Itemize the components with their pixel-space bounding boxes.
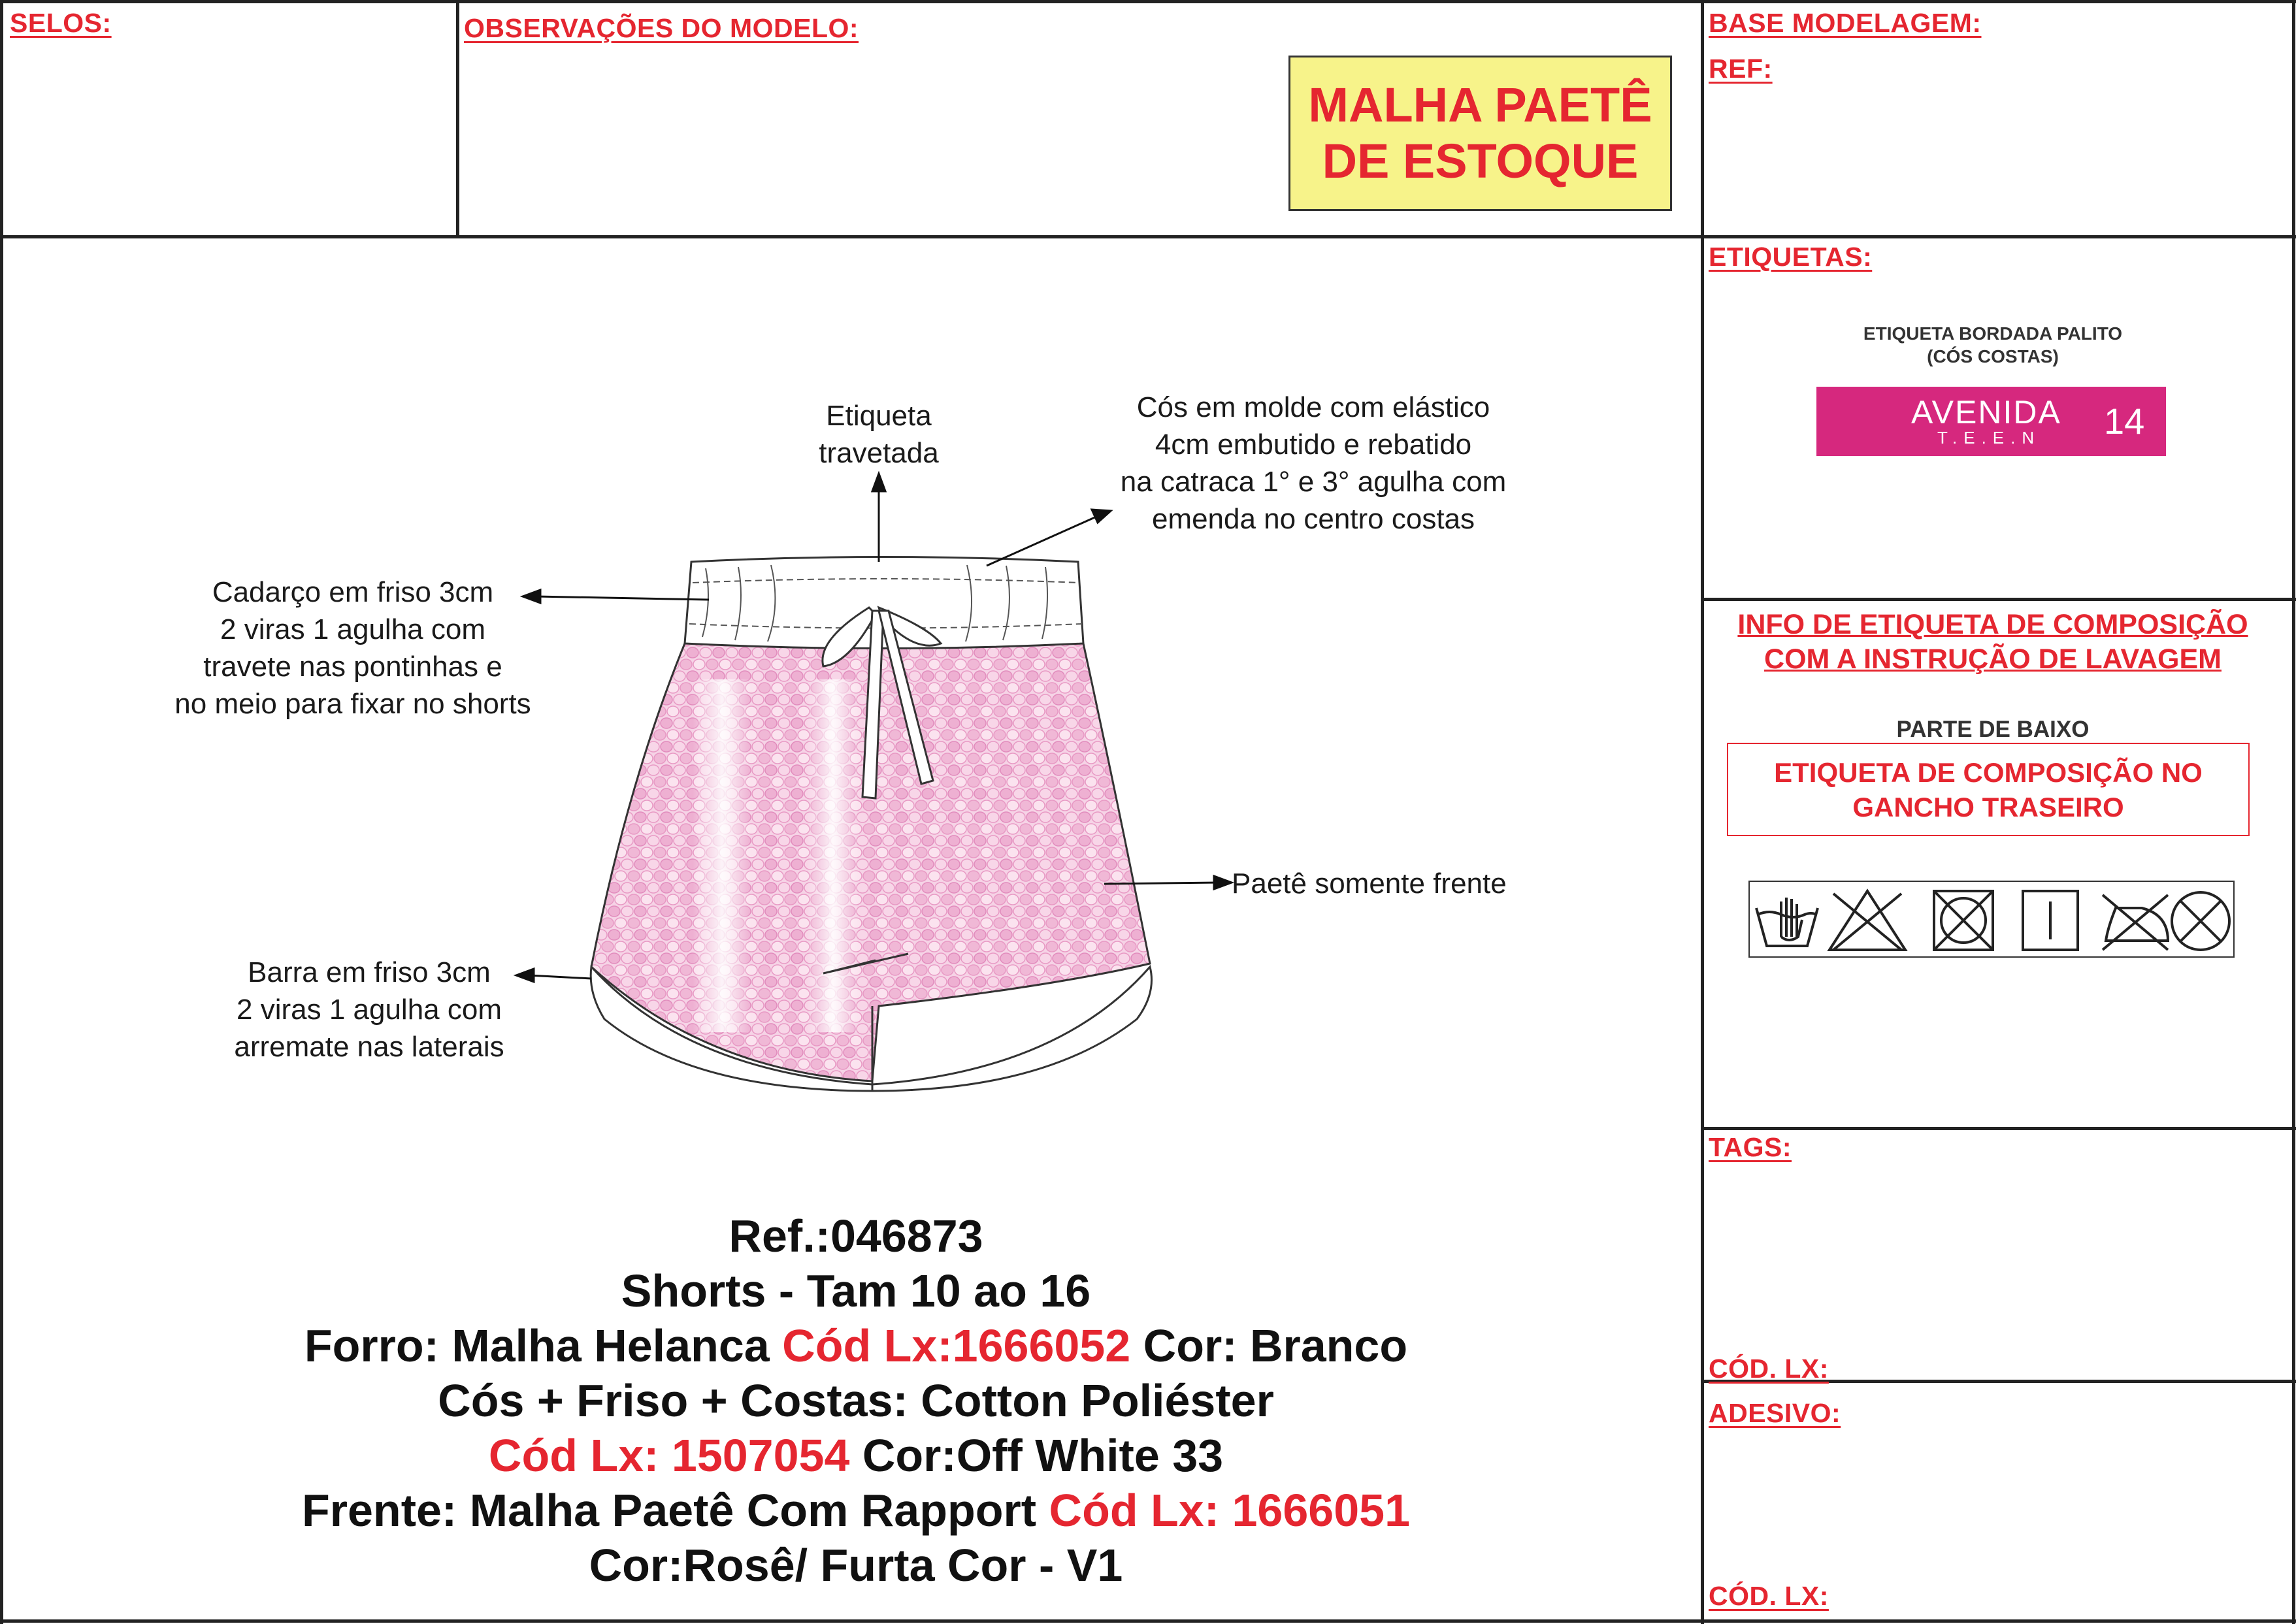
paete-annotation: Paetê somente frente: [1232, 868, 1507, 900]
brand-subtitle: T.E.E.N: [1937, 428, 2041, 447]
barra-annotation: Barra em friso 3cm 2 viras 1 agulha com arremate nas laterais: [234, 956, 504, 1063]
spec-product: Shorts - Tam 10 ao 16: [621, 1265, 1091, 1316]
do-not-tumble-dry-icon: [1934, 891, 1993, 950]
spec-cos: Cós + Friso + Costas: Cotton Poliéster: [438, 1375, 1274, 1426]
spec-ref: Ref.:046873: [729, 1210, 983, 1261]
adesivo-label: ADESIVO:: [1709, 1398, 1841, 1428]
spec-frente-prefix: Frente: Malha Paetê Com Rapport: [302, 1485, 1049, 1536]
care-symbols-strip: [1748, 881, 2235, 958]
right-divider-1: [1701, 235, 2296, 238]
spec-forro-prefix: Forro: Malha Helanca: [304, 1320, 783, 1371]
spec-color: Cor:Rosê/ Furta Cor - V1: [589, 1540, 1123, 1591]
spec-cos-color: Cor:Off White 33: [849, 1430, 1224, 1481]
spec-forro: [131, 1318, 1581, 1373]
spec-forro-code: Cód Lx:1666052: [782, 1320, 1131, 1371]
brand-label-caption: ETIQUETA BORDADA PALITO (CÓS COSTAS): [1863, 323, 2123, 366]
spec-frente-code: Cód Lx: 1666051: [1049, 1485, 1410, 1536]
right-divider-2: [1701, 598, 2296, 601]
spec-forro-suffix: Cor: Branco: [1130, 1320, 1408, 1371]
spec-cos-code: Cód Lx: 1507054: [488, 1430, 850, 1481]
right-divider-3: [1701, 1127, 2296, 1130]
etiqueta-annotation: Etiqueta travetada: [819, 400, 939, 469]
brand-name: AVENIDA: [1911, 394, 2061, 430]
stock-notice-text: MALHA PAETÊ DE ESTOQUE: [1308, 78, 1652, 188]
sequin-shine-2: [807, 679, 859, 1032]
observacoes-label: OBSERVAÇÕES DO MODELO:: [464, 13, 859, 43]
cos-annotation: Cós em molde com elástico 4cm embutido e rebatido na catraca 1° e 3° agulha com emenda no centro costas: [1120, 391, 1507, 535]
adesivo-cod-label: CÓD. LX:: [1709, 1581, 1829, 1611]
composition-location-box: [1727, 743, 2250, 836]
line-dry-icon: [2023, 891, 2078, 950]
selos-label: SELOS:: [10, 8, 112, 38]
parte-de-baixo-label: PARTE DE BAIXO: [1896, 717, 2090, 742]
do-not-iron-icon: [2103, 895, 2168, 950]
spec-cos-code-line: [131, 1428, 1581, 1483]
composition-location-text: ETIQUETA DE COMPOSIÇÃO NO GANCHO TRASEIRO: [1774, 756, 2203, 822]
ref-label: REF:: [1709, 54, 1773, 84]
composition-info-title: INFO DE ETIQUETA DE COMPOSIÇÃO COM A INSTRUÇÃO DE LAVAGEM: [1737, 609, 2248, 675]
tags-label: TAGS:: [1709, 1132, 1792, 1162]
brand-number: 14: [2104, 400, 2145, 442]
base-modelagem-label: BASE MODELAGEM:: [1709, 8, 1982, 38]
cadarco-annotation: Cadarço em friso 3cm 2 viras 1 agulha com travete nas pontinhas e no meio para fixar no shorts: [174, 576, 531, 720]
hand-wash-icon: [1756, 898, 1818, 946]
do-not-bleach-icon: [1829, 891, 1905, 950]
etiquetas-label: ETIQUETAS:: [1709, 242, 1873, 272]
sequin-shine-1: [693, 679, 751, 1032]
tags-cod-label: CÓD. LX:: [1709, 1354, 1829, 1384]
spec-frente: [131, 1483, 1581, 1538]
border-bottom: [0, 1619, 2296, 1623]
do-not-dry-clean-icon: [2172, 892, 2229, 950]
brand-label-logo: [1816, 387, 2166, 456]
